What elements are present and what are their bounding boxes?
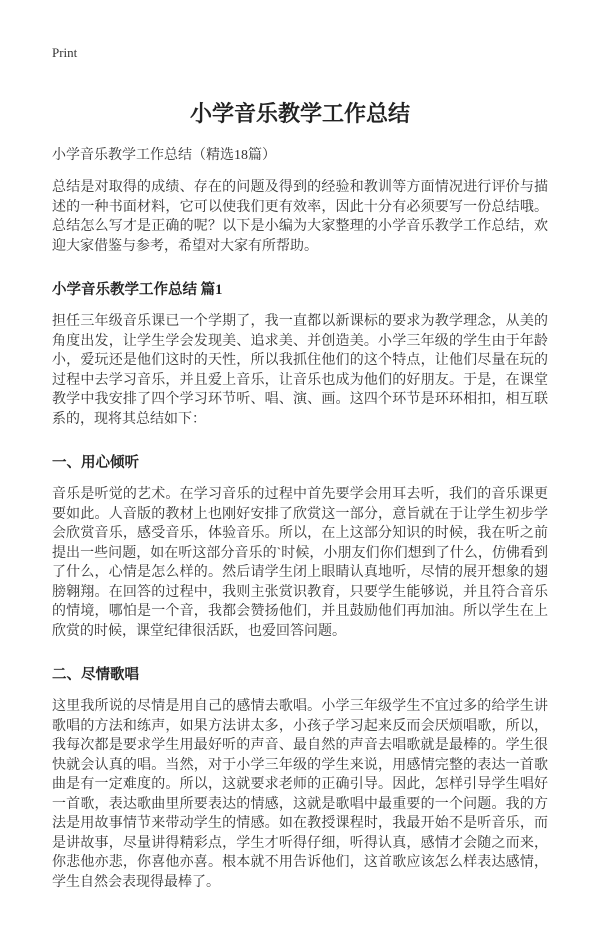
section-listening-paragraph: 音乐是听觉的艺术。在学习音乐的过程中首先要学会用耳去听，我们的音乐课更要如此。人音版的教材上也刚好安排了欣赏这一部分，意旨就在于让学生初步学会欣赏音乐，感受音乐，体验音乐。所以，在上这部分知识的时候，我在听之前提出一些问题，如在听这部分音乐的`时候，小朋友们你们想到了什么，仿佛看到了什么，心情是怎么样的。然后请学生闭上眼睛认真地听，尽情的展开想象的翅膀翱翔。在回答的过程中，我则主张赏识教育，只要学生能够说，并且符合音乐的情境，哪怕是一个音，我都会赞扬他们，并且鼓励他们再加油。所以学生在上欣赏的时候，课堂纪律很活跃，也爱回答问题。 [52, 487, 548, 639]
intro-paragraph: 总结是对取得的成绩、存在的问题及得到的经验和教训等方面情况进行评价与描述的一种书面材料，它可以使我们更有效率，因此十分有必须要写一份总结哦。总结怎么写才是正确的呢？以下是小编为大家整理的小学音乐教学工作总结，欢迎大家借鉴与参考，希望对大家有所帮助。 [52, 180, 548, 254]
section-singing-paragraph: 这里我所说的尽情是用自己的感情去歌唱。小学三年级学生不宜过多的给学生讲歌唱的方法和练声，如果方法讲太多，小孩子学习起来反而会厌烦唱歌，所以，我每次都是要求学生用最好听的声音、最自然的声音去唱歌就是最棒的。学生很快就会认真的唱。当然，对于小学三年级的学生来说，用感情完整的表达一首歌曲是有一定难度的。所以，这就要求老师的正确引导。因此，怎样引导学生唱好一首歌，表达歌曲里所要表达的情感，这就是歌唱中最重要的一个问题。我的方法是用故事情节来带动学生的情感。如在教授课程时，我最开始不是听音乐，而是讲故事，尽量讲得精彩点，学生才听得仔细，听得认真，感情才会随之而来，你悲他亦悲，你喜他亦喜。根本就不用告诉他们，这首歌应该怎么样表达感情，学生自然会表现得最棒了。 [52, 699, 548, 890]
print-button[interactable]: Print [52, 45, 78, 60]
section-part1-paragraph: 担任三年级音乐课已一个学期了，我一直都以新课标的要求为教学理念，从美的角度出发，让学生学会发现美、追求美、并创造美。小学三年级的学生由于年龄小，爱玩还是他们这时的天性，所以我抓住他们的这个特点，让他们尽量在玩的过程中去学习音乐，并且爱上音乐，让音乐也成为他们的好朋友。于是，在课堂教学中我安排了四个学习环节听、唱、演、画。这四个环节是环环相扣，相互联系的，现将其总结如下： [52, 314, 548, 427]
section-heading-singing: 二、尽情歌唱 [52, 667, 139, 683]
doc-subtitle: 小学音乐教学工作总结（精选18篇） [52, 148, 276, 163]
page-title: 小学音乐教学工作总结 [189, 101, 410, 126]
section-heading-listening: 一、用心倾听 [52, 455, 139, 471]
section-heading-part1: 小学音乐教学工作总结 篇1 [52, 282, 223, 298]
